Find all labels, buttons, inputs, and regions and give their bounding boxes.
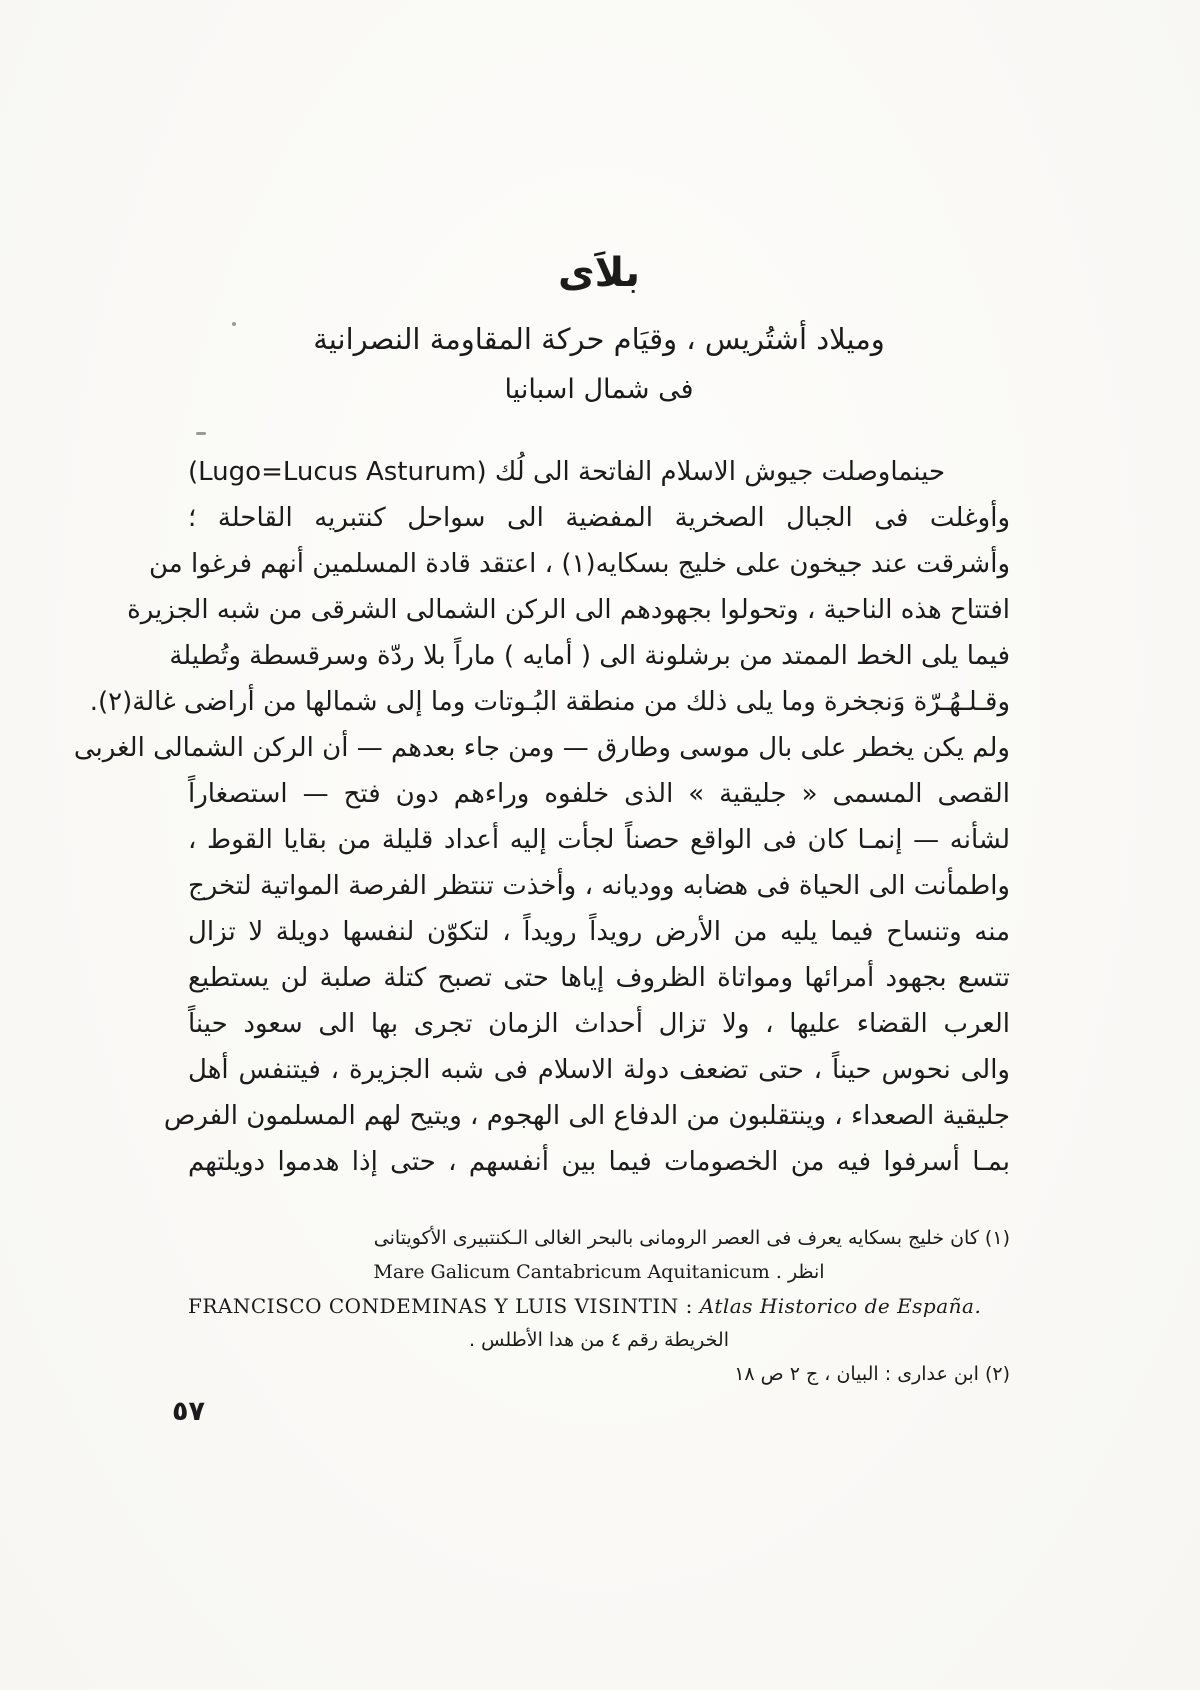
body-line: ولم يكن يخطر على بال موسى وطارق — ومن جاء بعدهم — أن الركن الشمالى الغربى [73,733,1010,763]
body-line: القصى المسمى « جليقية » الذى خلفوه وراءهم دون فتح — استصغاراً [188,779,1010,809]
body-line: العرب القضاء عليها ، ولا تزال أحداث الزمان تجرى بها الى سعود حيناً [188,1009,1010,1039]
footnote-1-line-1: (١) كان خليج بسكايه يعرف فى العصر الرومانى بالبحر الغالى الـكنتبيرى الأكويتانى [373,1227,1010,1249]
page-content [73,250,1010,1391]
footnote-reference-book-title: Atlas Historico de España. [692,1294,982,1318]
footnote-reference-authors: FRANCISCO CONDEMINAS Y LUIS VISINTIN : [188,1294,693,1318]
body-line: والى نحوس حيناً ، حتى تضعف دولة الاسلام فى شبه الجزيرة ، فيتنفس أهل [188,1055,1010,1085]
body-line: واطمأنت الى الحياة فى هضابه ووديانه ، وأخذت تنتظر الفرصة المواتية لتخرج [188,871,1010,901]
footnotes [188,1221,1010,1391]
chapter-subtitle-line2: فى شمال اسبانيا [504,374,694,405]
chapter-subtitle-line1: وميلاد أشتُريس ، وقيَام حركة المقاومة النصرانية [313,322,885,356]
body-line: جليقية الصعداء ، وينتقلبون من الدفاع الى الهجوم ، ويتيح لهم المسلمون الفرص [163,1101,1010,1131]
body-line: فيما يلى الخط الممتد من برشلونة الى ( أمايه ) ماراً بلا ردّة وسرقسطة وتُطيلة [169,641,1010,671]
footnote-1-line-2: انظر . Mare Galicum Cantabricum Aquitanicum [373,1261,825,1283]
body-line: وقـلـهُـرّة وَنجخرة وما يلى ذلك من منطقة البُـوتات وما إلى شمالها من أراضى غالة(٢). [89,687,1010,717]
chapter-title: بلاَى [557,250,641,296]
body-text [73,449,1010,1185]
footnote-1-line-4: الخريطة رقم ٤ من هدا الأطلس . [469,1329,729,1351]
body-line: وأشرقت عند جيخون على خليج بسكايه(١) ، اعتقد قادة المسلمين أنهم فرغوا من [149,549,1010,579]
body-line: بمـا أسرفوا فيه من الخصومات فيما بين أنفسهم ، حتى إذا هدموا دويلتهم [188,1147,1010,1177]
body-line: افتتاح هذه الناحية ، وتحولوا بجهودهم الى الركن الشمالى الشرقى من شبه الجزيرة [127,595,1010,625]
body-line: منه وتنساح فيما يليه من الأرض رويداً رويداً ، لتكوّن لنفسها دويلة لا تزال [188,917,1010,947]
body-line: لشأنه — إنمـا كان فى الواقع حصناً لجأت إليه أعداد قليلة من بقايا القوط ، [188,825,1010,855]
page-number: ٥٧ [172,1396,205,1427]
footnote-2: (٢) ابن عدارى : البيان ، ج ٢ ص ١٨ [734,1363,1010,1385]
body-line: وأوغلت فى الجبال الصخرية المفضية الى سواحل كنتبريه القاحلة ؛ [188,503,1010,533]
body-line: تتسع بجهود أمرائها ومواتاة الظروف إياها حتى تصبح كتلة صلبة لن يستطيع [188,963,1010,993]
footnote-1-reference [188,1289,1010,1323]
body-line: حينماوصلت جيوش الاسلام الفاتحة الى لُك (Lugo=Lucus Asturum) [188,457,946,487]
